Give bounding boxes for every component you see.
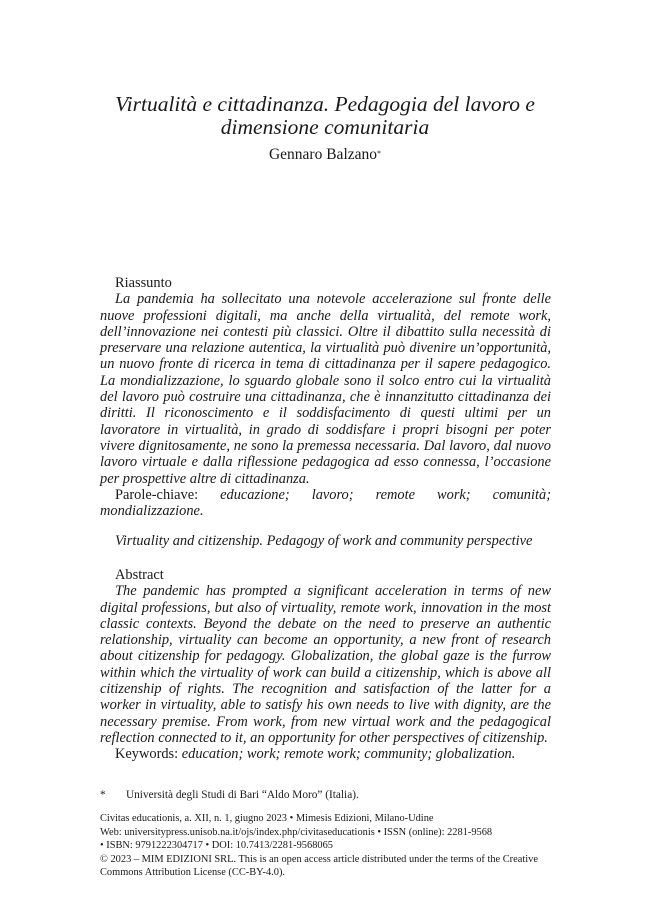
riassunto-section [100,275,551,519]
imprint [100,812,560,880]
english-title: Virtuality and citizenship. Pedagogy of work and community perspective [115,533,533,549]
abstract-keywords-label: Keywords: [115,746,182,763]
abstract-heading: Abstract [115,567,164,583]
riassunto-keywords-label: Parole-chiave: [115,486,221,503]
english-title-block [100,533,551,549]
riassunto-heading: Riassunto [115,275,172,291]
imprint-line-4: © 2023 – MIM EDIZIONI SRL. This is an open access article distributed under the terms of the Creative Commons Attribution License (CC-BY-4.0). [100,853,538,878]
abstract-keywords [100,746,551,762]
title-line-2: dimensione comunitaria [220,115,430,139]
riassunto-text: La pandemia ha sollecitato una notevole accelerazione sul fronte delle nuove professioni digitali, ma anche della virtualità, del remote work, dell’innovazione nei contesti più classici. Oltre il dibattito sulla necessità di preservare una relazione autentica, la virtualità può divenire un’opportunità, un nuovo fronte di ricerca in tema di cittadinanza per il sapere pedagogico. La mondializzazione, lo sguardo globale sono il solco entro cui la virtualità del lavoro può costruire una cittadinanza, che è innanzitutto cittadinanza dei diritti. Il riconoscimento e il soddisfacimento di questi ultimi per un lavoratore in virtualità, in grado di soddisfare i propri bisogni per poter vivere dignitosamente, ne sono la premessa necessaria. Dal lavoro, dal nuovo lavoro virtuale e dalla riflessione pedagogica ad esso connessa, l’occasione per prospettive altre di cittadinanza. [100,291,551,487]
author-name: Gennaro Balzano [268,146,378,163]
title-line-1: Virtualità e cittadinanza. Pedagogia del lavoro e [115,92,535,116]
article-title [100,93,550,139]
footnote-mark: * [100,789,106,801]
author-footnote-mark: * [377,149,382,158]
riassunto-keywords [100,487,551,520]
author-line [100,145,550,165]
abstract-text: The pandemic has prompted a significant acceleration in terms of new digital professions, but also of virtuality, remote work, innovation in the most classic contexts. Beyond the debate on the need to preserve an authentic relationship, virtuality can become an opportunity, a new front of research about citizenship for pedagogy. Globalization, the global gaze is the furrow within which the virtuality of work can build a citizenship, which is above all citizenship of rights. The recognition and satisfaction of the latter for a worker in virtuality, able to satisfy his own needs to live with dignity, are the necessary premise. From work, from new virtual work and the pedagogical reflection connected to it, an opportunity for other perspectives of citizenship. [100,583,551,746]
imprint-line-1: Civitas educationis, a. XII, n. 1, giugno 2023 • Mimesis Edizioni, Milano-Udine [100,813,434,824]
imprint-line-3: • ISBN: 9791222304717 • DOI: 10.7413/2281-9568065 [100,840,333,851]
imprint-line-2: Web: universitypress.unisob.na.it/ojs/index.php/civitaseducationis • ISSN (online): 2281-9568 [100,826,493,838]
riassunto-keywords-values: educazione; lavoro; remote work; comunità; mondializzazione. [100,486,551,520]
footnote [100,788,551,802]
footnote-text: Università degli Studi di Bari “Aldo Moro” (Italia). [126,789,359,801]
abstract-keywords-values: education; work; remote work; community; globalization. [181,746,516,763]
abstract-section [100,567,551,763]
